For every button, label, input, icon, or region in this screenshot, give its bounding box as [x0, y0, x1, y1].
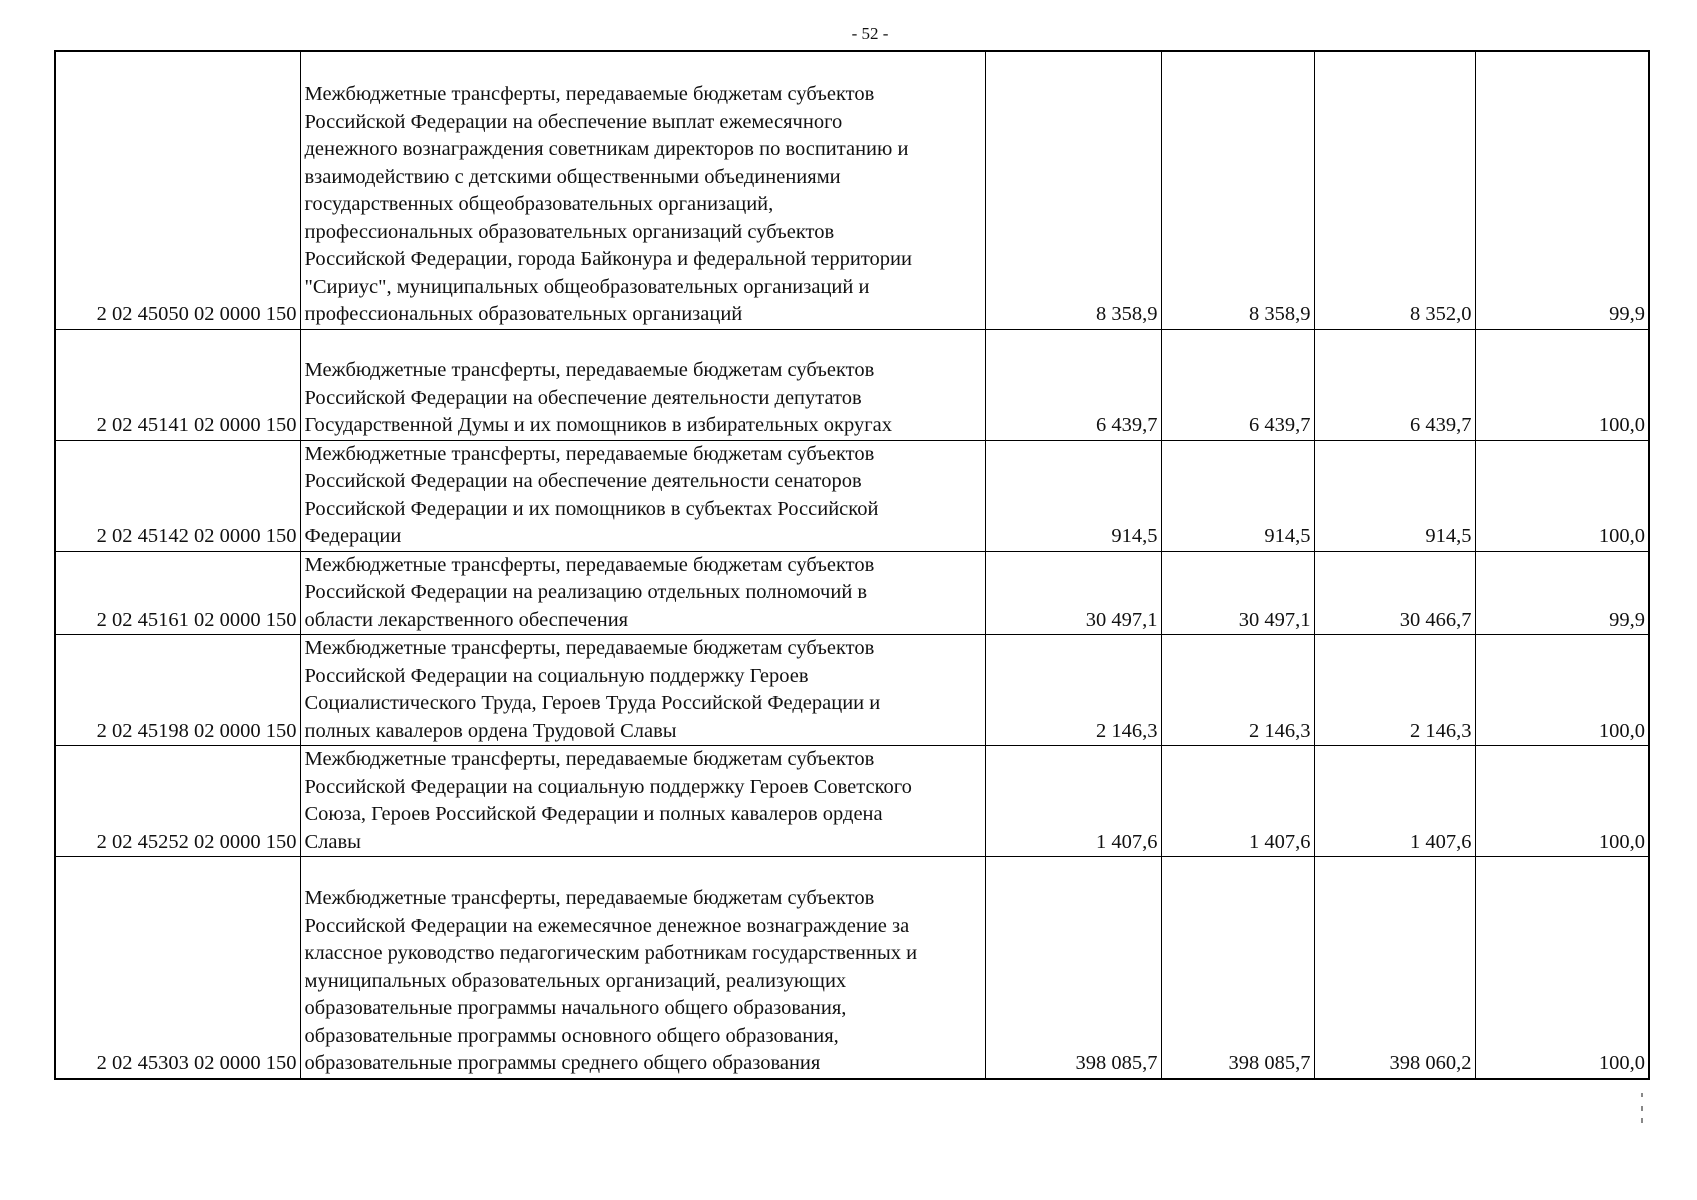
- budget-code-cell: 2 02 45252 02 0000 150: [55, 746, 300, 857]
- value-cell-3: 2 146,3: [1314, 635, 1475, 746]
- percent-cell: 99,9: [1475, 551, 1649, 635]
- table-row: [55, 857, 1649, 1079]
- budget-code-cell: 2 02 45141 02 0000 150: [55, 329, 300, 440]
- value-cell-3: 30 466,7: [1314, 551, 1475, 635]
- table-row: [55, 551, 1649, 635]
- value-cell-3: 6 439,7: [1314, 329, 1475, 440]
- table-row: [55, 635, 1649, 746]
- budget-code-cell: 2 02 45050 02 0000 150: [55, 51, 300, 329]
- percent-cell: 100,0: [1475, 746, 1649, 857]
- description-cell: Межбюджетные трансферты, передаваемые бюджетам субъектов Российской Федерации на обеспечение деятельности сенаторов Российской Федерации и их помощников в субъектах Российской Федерации: [300, 440, 985, 551]
- percent-cell: 100,0: [1475, 440, 1649, 551]
- budget-code-cell: 2 02 45198 02 0000 150: [55, 635, 300, 746]
- scan-speck: [1641, 1106, 1643, 1111]
- description-cell: Межбюджетные трансферты, передаваемые бюджетам субъектов Российской Федерации на обеспечение выплат ежемесячного денежного вознаграждения советникам директоров по воспитанию и взаимодействию с детскими общественными объединениями государственных общеобразовательных организаций, профессиональных образовательных организаций субъектов Российской Федерации, города Байконура и федеральной территории "Сириус", муниципальных общеобразовательных организаций и профессиональных образовательных организаций: [300, 51, 985, 329]
- value-cell-1: 2 146,3: [985, 635, 1161, 746]
- table-row: [55, 746, 1649, 857]
- value-cell-2: 1 407,6: [1161, 746, 1314, 857]
- value-cell-1: 1 407,6: [985, 746, 1161, 857]
- page-number: - 52 -: [851, 24, 889, 43]
- table-row: [55, 440, 1649, 551]
- value-cell-2: 2 146,3: [1161, 635, 1314, 746]
- value-cell-2: 8 358,9: [1161, 51, 1314, 329]
- value-cell-3: 914,5: [1314, 440, 1475, 551]
- value-cell-1: 8 358,9: [985, 51, 1161, 329]
- budget-code-cell: 2 02 45303 02 0000 150: [55, 857, 300, 1079]
- value-cell-3: 1 407,6: [1314, 746, 1475, 857]
- value-cell-1: 30 497,1: [985, 551, 1161, 635]
- budget-table: [54, 50, 1650, 1080]
- value-cell-2: 6 439,7: [1161, 329, 1314, 440]
- value-cell-3: 8 352,0: [1314, 51, 1475, 329]
- value-cell-2: 914,5: [1161, 440, 1314, 551]
- table-row: [55, 329, 1649, 440]
- value-cell-1: 6 439,7: [985, 329, 1161, 440]
- value-cell-2: 398 085,7: [1161, 857, 1314, 1079]
- description-cell: Межбюджетные трансферты, передаваемые бюджетам субъектов Российской Федерации на реализацию отдельных полномочий в области лекарственного обеспечения: [300, 551, 985, 635]
- scan-speck: [1641, 1093, 1643, 1097]
- percent-cell: 100,0: [1475, 857, 1649, 1079]
- percent-cell: 100,0: [1475, 635, 1649, 746]
- description-cell: Межбюджетные трансферты, передаваемые бюджетам субъектов Российской Федерации на социальную поддержку Героев Социалистического Труда, Героев Труда Российской Федерации и полных кавалеров ордена Трудовой Славы: [300, 635, 985, 746]
- value-cell-3: 398 060,2: [1314, 857, 1475, 1079]
- budget-code-cell: 2 02 45142 02 0000 150: [55, 440, 300, 551]
- percent-cell: 99,9: [1475, 51, 1649, 329]
- percent-cell: 100,0: [1475, 329, 1649, 440]
- description-cell: Межбюджетные трансферты, передаваемые бюджетам субъектов Российской Федерации на социальную поддержку Героев Советского Союза, Героев Российской Федерации и полных кавалеров ордена Славы: [300, 746, 985, 857]
- budget-code-cell: 2 02 45161 02 0000 150: [55, 551, 300, 635]
- value-cell-2: 30 497,1: [1161, 551, 1314, 635]
- description-cell: Межбюджетные трансферты, передаваемые бюджетам субъектов Российской Федерации на ежемесячное денежное вознаграждение за классное руководство педагогическим работникам государственных и муниципальных образовательных организаций, реализующих образовательные программы начального общего образования, образовательные программы основного общего образования, образовательные программы среднего общего образования: [300, 857, 985, 1079]
- table-row: [55, 51, 1649, 329]
- value-cell-1: 914,5: [985, 440, 1161, 551]
- description-cell: Межбюджетные трансферты, передаваемые бюджетам субъектов Российской Федерации на обеспечение деятельности депутатов Государственной Думы и их помощников в избирательных округах: [300, 329, 985, 440]
- value-cell-1: 398 085,7: [985, 857, 1161, 1079]
- scan-speck: [1641, 1118, 1643, 1123]
